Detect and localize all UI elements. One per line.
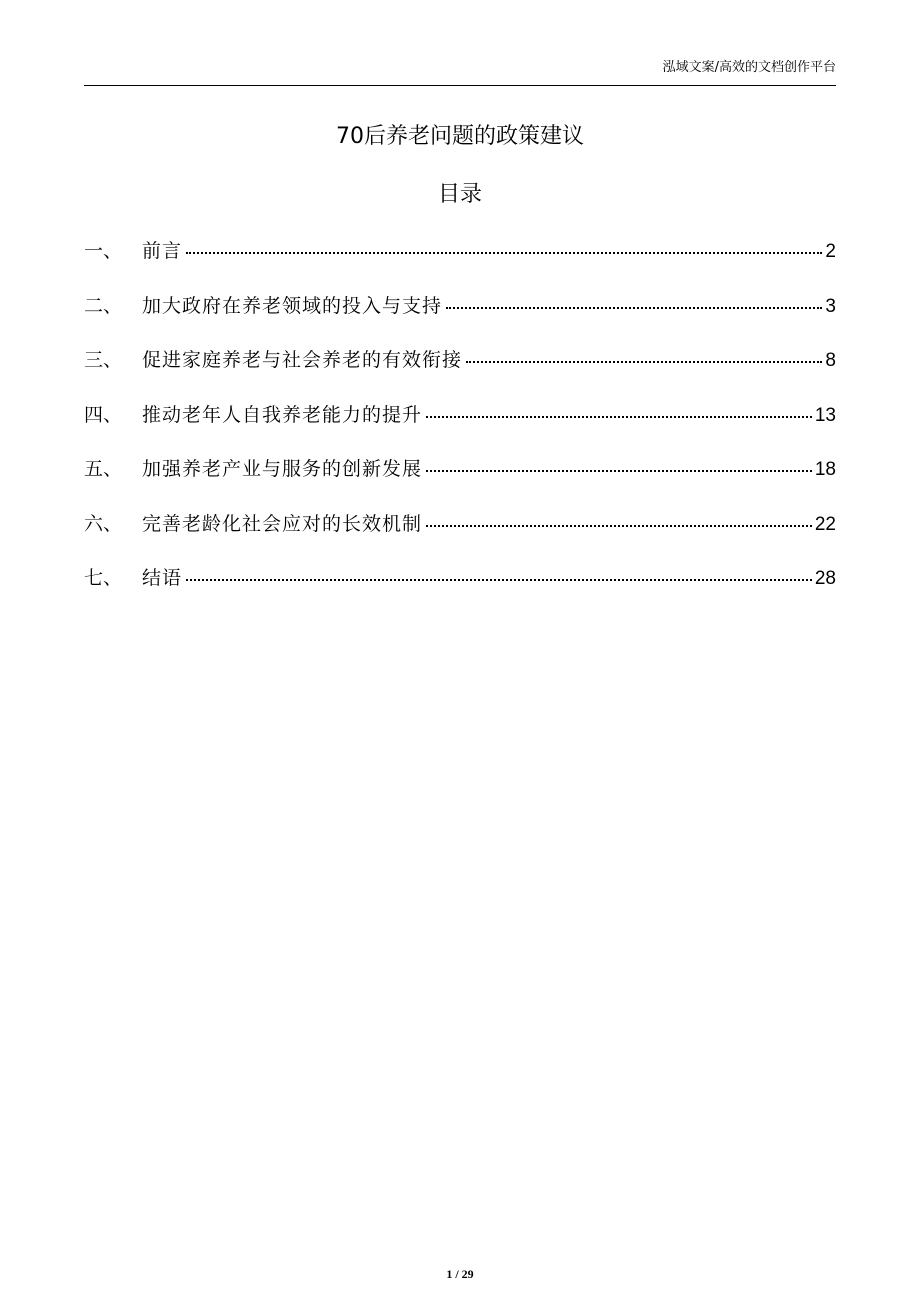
toc-entry-number: 二、 — [84, 294, 123, 317]
toc-entry-page: 13 — [814, 404, 836, 426]
toc-entry-number: 四、 — [84, 403, 123, 426]
toc-entry-label: 完善老龄化社会应对的长效机制 — [142, 512, 423, 535]
toc-entry-label: 加强养老产业与服务的创新发展 — [142, 458, 423, 480]
toc-dot-leader — [186, 579, 812, 581]
toc-entry-industry-innovation[interactable] — [84, 453, 836, 508]
toc-entry-label: 加大政府在养老领域的投入与支持 — [142, 294, 443, 317]
toc-entry-self-care-ability[interactable] — [84, 399, 836, 454]
toc-entry-government-investment[interactable] — [84, 290, 836, 345]
toc-entry-label: 推动老年人自我养老能力的提升 — [142, 403, 423, 426]
toc-entry-conclusion[interactable] — [84, 562, 836, 617]
table-of-contents — [84, 235, 836, 617]
toc-dot-leader — [466, 361, 822, 363]
toc-entry-page: 3 — [825, 295, 836, 317]
toc-entry-number: 三、 — [84, 349, 123, 371]
toc-entry-number: 一、 — [84, 240, 123, 262]
toc-dot-leader — [446, 307, 822, 309]
toc-entry-number: 六、 — [84, 512, 123, 535]
toc-dot-leader — [186, 252, 822, 254]
toc-entry-family-social-care[interactable] — [84, 344, 836, 399]
toc-entry-page: 28 — [814, 568, 836, 589]
toc-entry-page: 18 — [814, 459, 836, 480]
toc-entry-number: 五、 — [84, 458, 123, 480]
toc-entry-page: 22 — [814, 513, 836, 535]
toc-entry-page: 2 — [825, 241, 836, 262]
header-divider — [84, 85, 836, 86]
toc-dot-leader — [426, 416, 812, 418]
header-text: 泓域文案/高效的文档创作平台 — [662, 60, 836, 75]
toc-entry-label: 前言 — [142, 240, 183, 262]
toc-heading: 目录 — [437, 182, 482, 207]
document-title: 70后养老问题的政策建议 — [336, 124, 584, 149]
toc-dot-leader — [426, 525, 812, 527]
toc-entry-long-term-mechanism[interactable] — [84, 508, 836, 563]
toc-entry-label: 促进家庭养老与社会养老的有效衔接 — [142, 349, 463, 371]
toc-dot-leader — [426, 470, 812, 472]
toc-entry-label: 结语 — [142, 567, 183, 589]
toc-entry-number: 七、 — [84, 567, 123, 589]
toc-entry-page: 8 — [825, 350, 836, 371]
page-number-footer: 1 / 29 — [446, 1267, 474, 1281]
toc-entry-preface[interactable] — [84, 235, 836, 290]
